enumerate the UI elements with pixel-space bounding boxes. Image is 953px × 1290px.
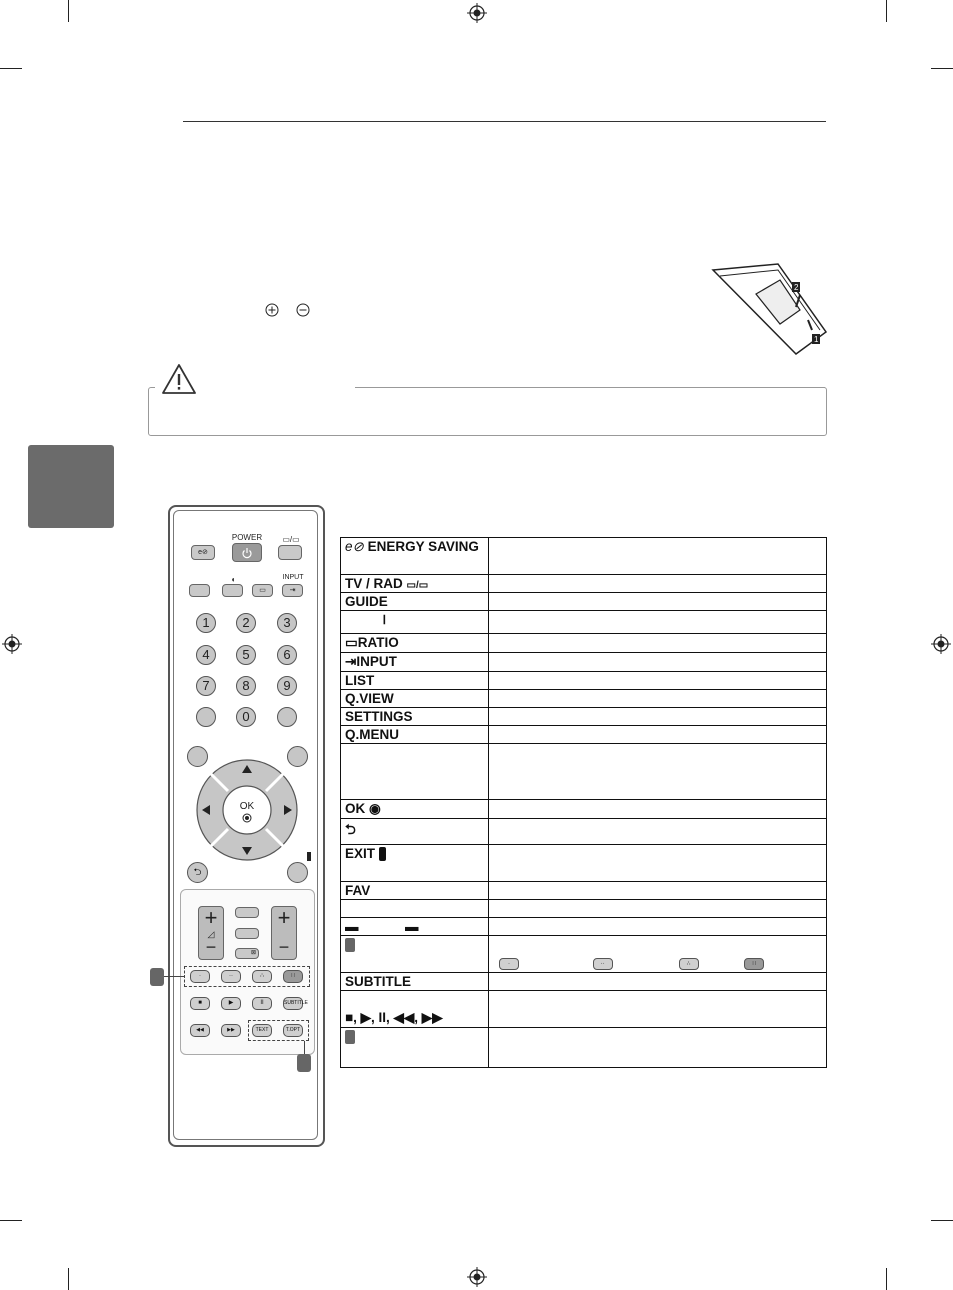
tv-rad-label: ▭/▭ — [282, 535, 300, 544]
power-icon — [241, 547, 253, 559]
q-view-button[interactable] — [277, 707, 297, 727]
table-key-cell — [341, 538, 489, 575]
table-key-cell — [341, 819, 489, 845]
registration-mark-icon — [931, 634, 951, 654]
number-key-8[interactable]: 8 — [236, 676, 256, 696]
table-key-cell — [341, 936, 489, 973]
table-value-cell — [489, 882, 827, 900]
table-row — [341, 991, 827, 1028]
table-key-cell — [341, 845, 489, 882]
battery-cover-illustration — [708, 262, 828, 357]
back-button[interactable]: ⮌ — [187, 862, 208, 883]
caution-rule — [357, 387, 825, 388]
yellow-button[interactable]: ∴ — [252, 970, 272, 983]
table-key: TV / RAD — [345, 576, 403, 591]
crop-mark — [0, 68, 22, 69]
table-value-cell — [489, 918, 827, 936]
exit-icon — [379, 847, 386, 861]
fav-button[interactable] — [235, 907, 259, 918]
table-key-cell: Q.MENU — [341, 726, 489, 744]
table-row — [341, 882, 827, 900]
table-row — [341, 936, 827, 973]
number-key-5[interactable]: 5 — [236, 645, 256, 665]
table-value-cell — [489, 690, 827, 708]
table-key-cell — [341, 1028, 489, 1068]
callout-marker-colored — [150, 968, 164, 986]
table-key-cell: FAV — [341, 882, 489, 900]
energy-saving-icon: e⊘ — [345, 539, 364, 554]
header-rule — [183, 121, 826, 122]
table-key-cell — [341, 634, 489, 653]
sleep-icon: ⏽ — [379, 612, 390, 627]
ok-circle-icon: ◉ — [369, 801, 381, 816]
table-row — [341, 575, 827, 593]
number-key-6[interactable]: 6 — [277, 645, 297, 665]
green-button[interactable]: ·· — [221, 970, 241, 983]
table-key: RATIO — [357, 635, 399, 650]
program-plus-label: + — [277, 905, 291, 930]
registration-mark-icon — [467, 1267, 487, 1287]
table-row — [341, 800, 827, 819]
table-value-cell — [489, 900, 827, 918]
table-key-cell: SETTINGS — [341, 708, 489, 726]
table-row — [341, 690, 827, 708]
table-row — [341, 819, 827, 845]
table-value-cell — [489, 1028, 827, 1068]
table-row — [341, 973, 827, 991]
arrow-left-icon: ▬ — [345, 919, 359, 934]
list-button[interactable] — [196, 707, 216, 727]
table-value-cell — [489, 672, 827, 690]
table-row — [341, 726, 827, 744]
callout-line — [164, 976, 184, 977]
program-minus-label: − — [278, 937, 290, 957]
volume-minus-label: − — [205, 937, 217, 957]
table-key: ENERGY SAVING — [367, 539, 479, 554]
registration-mark-icon — [467, 3, 487, 23]
sleep-label: ◖ — [230, 575, 236, 584]
table-row — [341, 593, 827, 611]
stop-button[interactable]: ■ — [190, 997, 210, 1010]
table-key-cell — [341, 918, 489, 936]
table-key-cell — [341, 575, 489, 593]
table-row — [341, 538, 827, 575]
mute-button[interactable]: ⊠ — [235, 948, 259, 959]
plus-circle-icon — [265, 303, 279, 317]
arrow-right-icon: ▬ — [405, 919, 419, 934]
pause-button[interactable]: II — [252, 997, 272, 1010]
input-button[interactable]: ⇥ — [282, 584, 303, 597]
table-key: INPUT — [356, 654, 397, 669]
callout-marker-text — [297, 1054, 311, 1072]
red-button[interactable]: · — [190, 970, 210, 983]
table-value-cell — [489, 593, 827, 611]
blue-button[interactable]: ∷ — [283, 970, 303, 983]
table-value-cell — [489, 744, 827, 800]
ratio-icon: ▭ — [345, 635, 358, 650]
table-row — [341, 744, 827, 800]
table-key-cell — [341, 900, 489, 918]
table-key-cell — [341, 653, 489, 672]
crop-mark — [886, 1268, 887, 1290]
table-row — [341, 918, 827, 936]
crop-mark — [68, 1268, 69, 1290]
table-row — [341, 708, 827, 726]
crop-mark — [886, 0, 887, 22]
input-icon: ⇥ — [345, 654, 357, 669]
crop-mark — [68, 0, 69, 22]
table-value-cell — [489, 634, 827, 653]
table-row — [341, 900, 827, 918]
guide-button[interactable] — [189, 584, 210, 597]
table-value-cell — [489, 653, 827, 672]
power-button[interactable] — [232, 543, 262, 562]
yellow-button-icon: ∴ — [679, 958, 699, 970]
text-button[interactable]: TEXT — [252, 1024, 272, 1037]
rewind-button[interactable]: ◀◀ — [190, 1024, 210, 1037]
exit-marker-icon — [307, 852, 311, 861]
table-key: EXIT — [345, 846, 376, 861]
svg-text:2: 2 — [794, 283, 799, 292]
caution-box — [148, 387, 827, 436]
callout-marker-icon — [345, 1030, 355, 1044]
number-key-4[interactable]: 4 — [196, 645, 216, 665]
subtitle-button[interactable]: SUBTITLE — [283, 997, 303, 1010]
table-value-cell — [489, 800, 827, 819]
svg-text:1: 1 — [814, 335, 819, 344]
crop-mark — [931, 68, 953, 69]
table-value-cell — [489, 819, 827, 845]
blue-button-icon: ∷ — [744, 958, 764, 970]
table-row — [341, 653, 827, 672]
registration-mark-icon — [2, 634, 22, 654]
input-label: INPUT — [282, 574, 304, 581]
sleep-button[interactable] — [222, 584, 243, 597]
play-button[interactable]: ▶ — [221, 997, 241, 1010]
back-icon: ⮌ — [345, 822, 356, 837]
crop-mark — [0, 1220, 22, 1221]
table-key-cell — [341, 744, 489, 800]
t-opt-button[interactable]: T.OPT — [283, 1024, 303, 1037]
table-key-cell: LIST — [341, 672, 489, 690]
exit-button[interactable] — [287, 862, 308, 883]
number-key-1[interactable]: 1 — [196, 613, 216, 633]
green-button-icon: ·· — [593, 958, 613, 970]
table-key-cell — [341, 800, 489, 819]
number-key-9[interactable]: 9 — [277, 676, 297, 696]
power-label: POWER — [231, 533, 263, 542]
table-value-cell — [489, 538, 827, 575]
ratio-button[interactable]: ▭ — [252, 584, 273, 597]
tv-radio-icon: ▭/▭ — [406, 580, 429, 591]
volume-rocker[interactable] — [198, 906, 224, 960]
crop-mark — [931, 1220, 953, 1221]
minus-circle-icon — [296, 303, 310, 317]
table-key-cell: ■, ▶, II, ◀◀, ▶▶ — [341, 991, 489, 1028]
section-tab — [28, 445, 114, 528]
table-key-cell: Q.VIEW — [341, 690, 489, 708]
table-row — [341, 611, 827, 634]
table-value-cell — [489, 936, 827, 973]
ok-label: OK — [239, 801, 255, 812]
fast-forward-button[interactable]: ▶▶ — [221, 1024, 241, 1037]
table-value-cell — [489, 575, 827, 593]
callout-line — [304, 1041, 305, 1054]
tv-rad-button[interactable] — [278, 545, 302, 560]
table-value-cell — [489, 845, 827, 882]
table-row — [341, 845, 827, 882]
table-row — [341, 672, 827, 690]
table-value-cell — [489, 726, 827, 744]
program-rocker[interactable] — [271, 906, 297, 960]
number-key-3[interactable]: 3 — [277, 613, 297, 633]
table-key-cell: GUIDE — [341, 593, 489, 611]
center-button[interactable] — [235, 928, 259, 939]
number-key-7[interactable]: 7 — [196, 676, 216, 696]
table-value-cell — [489, 973, 827, 991]
table-key-cell — [341, 611, 489, 634]
table-row — [341, 1028, 827, 1068]
table-value-cell — [489, 611, 827, 634]
energy-saving-button[interactable]: e⊘ — [191, 545, 215, 560]
red-button-icon: · — [499, 958, 519, 970]
table-key: OK — [345, 801, 366, 816]
volume-plus-label: + — [204, 905, 218, 930]
table-value-cell — [489, 708, 827, 726]
callout-marker-icon — [345, 938, 355, 952]
volume-icon: ◿ — [207, 929, 215, 939]
table-row — [341, 634, 827, 653]
table-key-cell: SUBTITLE — [341, 973, 489, 991]
warning-triangle-icon — [161, 363, 197, 395]
number-key-0[interactable]: 0 — [236, 707, 256, 727]
remote-function-table — [340, 537, 827, 1068]
table-value-cell — [489, 991, 827, 1028]
number-key-2[interactable]: 2 — [236, 613, 256, 633]
